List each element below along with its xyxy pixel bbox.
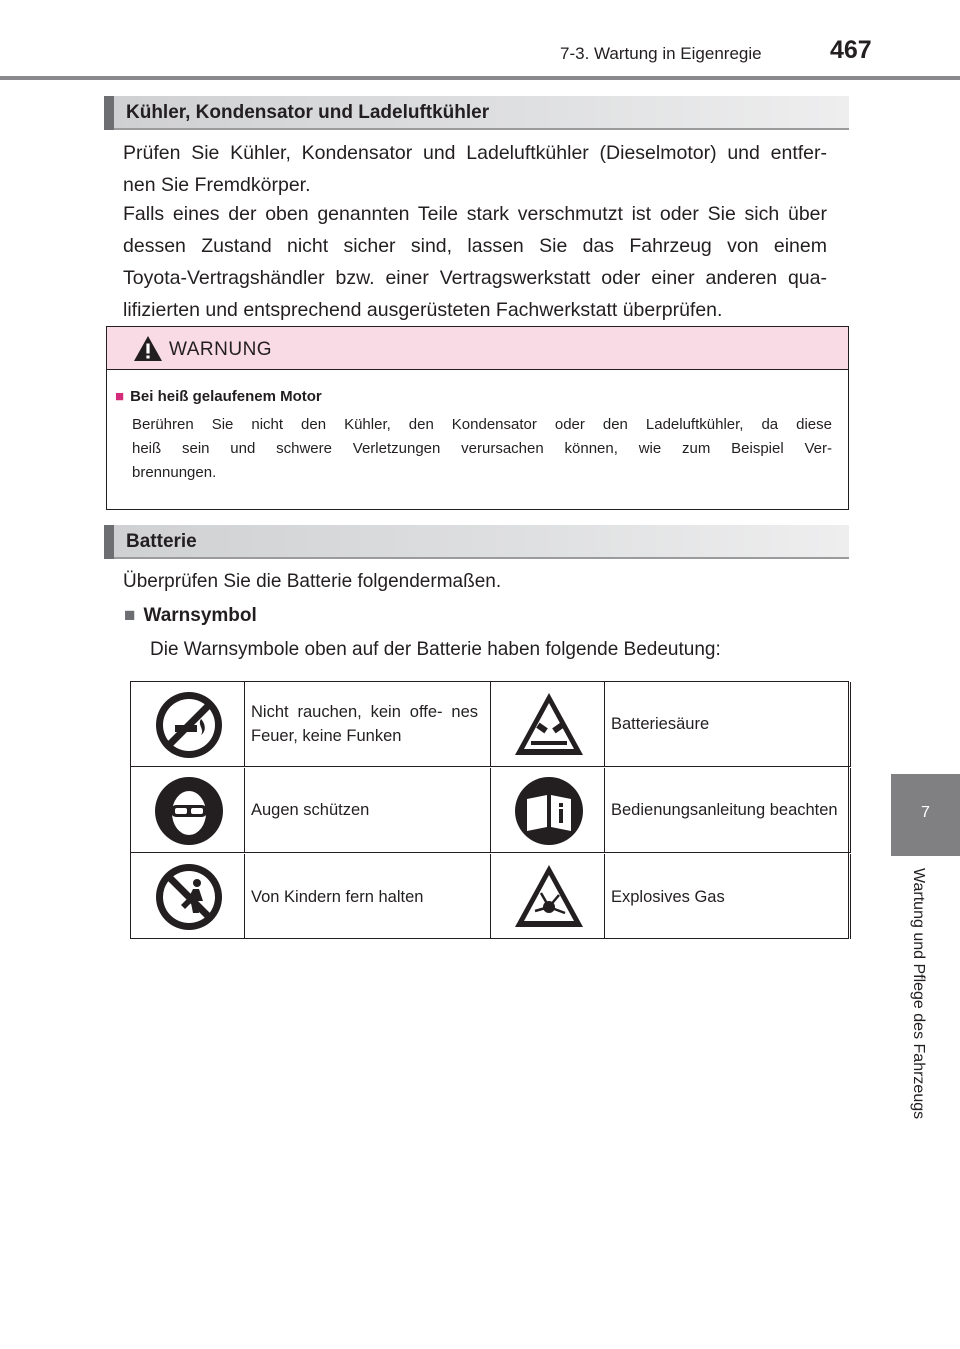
symbol-cell — [491, 854, 605, 939]
symbol-description-cell — [605, 854, 851, 939]
bullet-heading — [124, 605, 257, 627]
read-manual-icon — [513, 775, 585, 847]
bullet-text — [150, 634, 830, 666]
symbol-cell — [491, 768, 605, 853]
section-heading: Kühler, Kondensator und Ladeluftkühler — [126, 102, 490, 123]
symbol-cell — [491, 682, 605, 767]
text-line: Die Warnsymbole oben auf der Batterie haben folgende Bedeutung: — [150, 639, 721, 660]
section-heading-bar — [104, 96, 849, 130]
chapter-title-wrap — [893, 868, 927, 1158]
warning-subtitle-text: Bei heiß gelaufenem Motor — [130, 388, 322, 405]
text-line: dessen Zustand nicht sicher sind, lassen Sie das Fahrzeug von einem — [123, 235, 827, 257]
text-line: Toyota-Vertragshändler bzw. einer Vertragswerkstatt oder einer anderen qua- — [123, 267, 827, 289]
text-line: lifizierten und entsprechend ausgerüsteten Fachwerkstatt überprüfen. — [123, 299, 723, 321]
warning-header — [107, 327, 848, 370]
warning-symbols-table — [130, 681, 849, 939]
chapter-number: 7 — [921, 804, 930, 821]
warning-subtitle — [115, 388, 322, 405]
keep-away-children-icon — [153, 861, 225, 933]
symbol-description: Von Kindern fern halten — [251, 887, 424, 906]
chapter-tab — [891, 774, 960, 856]
text-line: Prüfen Sie Kühler, Kondensator und Ladeluftkühler (Dieselmotor) und entfer- — [123, 142, 827, 164]
text-line: Überprüfen Sie die Batterie folgendermaßen. — [123, 571, 502, 592]
symbol-description: Augen schützen — [251, 801, 370, 819]
warning-box — [106, 326, 849, 510]
symbol-description: Bedienungsanleitung beachten — [611, 801, 838, 819]
corrosive-icon — [513, 689, 585, 761]
symbol-description-cell — [605, 682, 851, 767]
paragraph-inspect — [123, 137, 827, 201]
warning-triangle-icon — [133, 335, 163, 362]
text-line: brennungen. — [132, 464, 217, 481]
section-heading: Batterie — [126, 531, 197, 552]
warning-title: WARNUNG — [169, 339, 273, 360]
warning-body — [132, 413, 832, 485]
symbol-description-cell — [605, 768, 851, 853]
text-line: heiß sein und schwere Verletzungen verursachen können, wie zum Beispiel Ver- — [132, 440, 832, 457]
bullet-heading-text: Warnsymbol — [143, 605, 257, 626]
symbol-description: Nicht rauchen, kein offe- nes Feuer, keine Funken — [251, 703, 478, 745]
text-line: nen Sie Fremdkörper. — [123, 174, 311, 196]
paragraph-dirty — [123, 198, 827, 326]
battery-intro — [123, 566, 827, 598]
square-bullet-icon: ■ — [124, 605, 136, 626]
running-header-section: 7-3. Wartung in Eigenregie — [560, 44, 762, 63]
eye-protection-icon — [153, 775, 225, 847]
page-number: 467 — [830, 36, 872, 64]
symbol-description: Explosives Gas — [611, 887, 725, 906]
symbol-description: Batteriesäure — [611, 715, 710, 733]
no-smoking-icon — [153, 689, 225, 761]
explosive-gas-icon — [513, 861, 585, 933]
symbol-cell — [131, 854, 245, 939]
square-bullet-icon: ■ — [115, 388, 125, 405]
text-line: Berühren Sie nicht den Kühler, den Kondensator oder den Ladeluftkühler, da diese — [132, 416, 832, 433]
symbol-description-cell — [245, 768, 491, 853]
symbol-cell — [131, 768, 245, 853]
symbol-description-cell — [245, 854, 491, 939]
header-rule — [0, 76, 960, 80]
section-heading-bar — [104, 525, 849, 559]
chapter-title: Wartung und Pflege des Fahrzeugs — [910, 868, 927, 1120]
symbol-cell — [131, 682, 245, 767]
symbol-description-cell — [245, 682, 491, 767]
text-line: Falls eines der oben genannten Teile stark verschmutzt ist oder Sie sich über — [123, 203, 827, 225]
